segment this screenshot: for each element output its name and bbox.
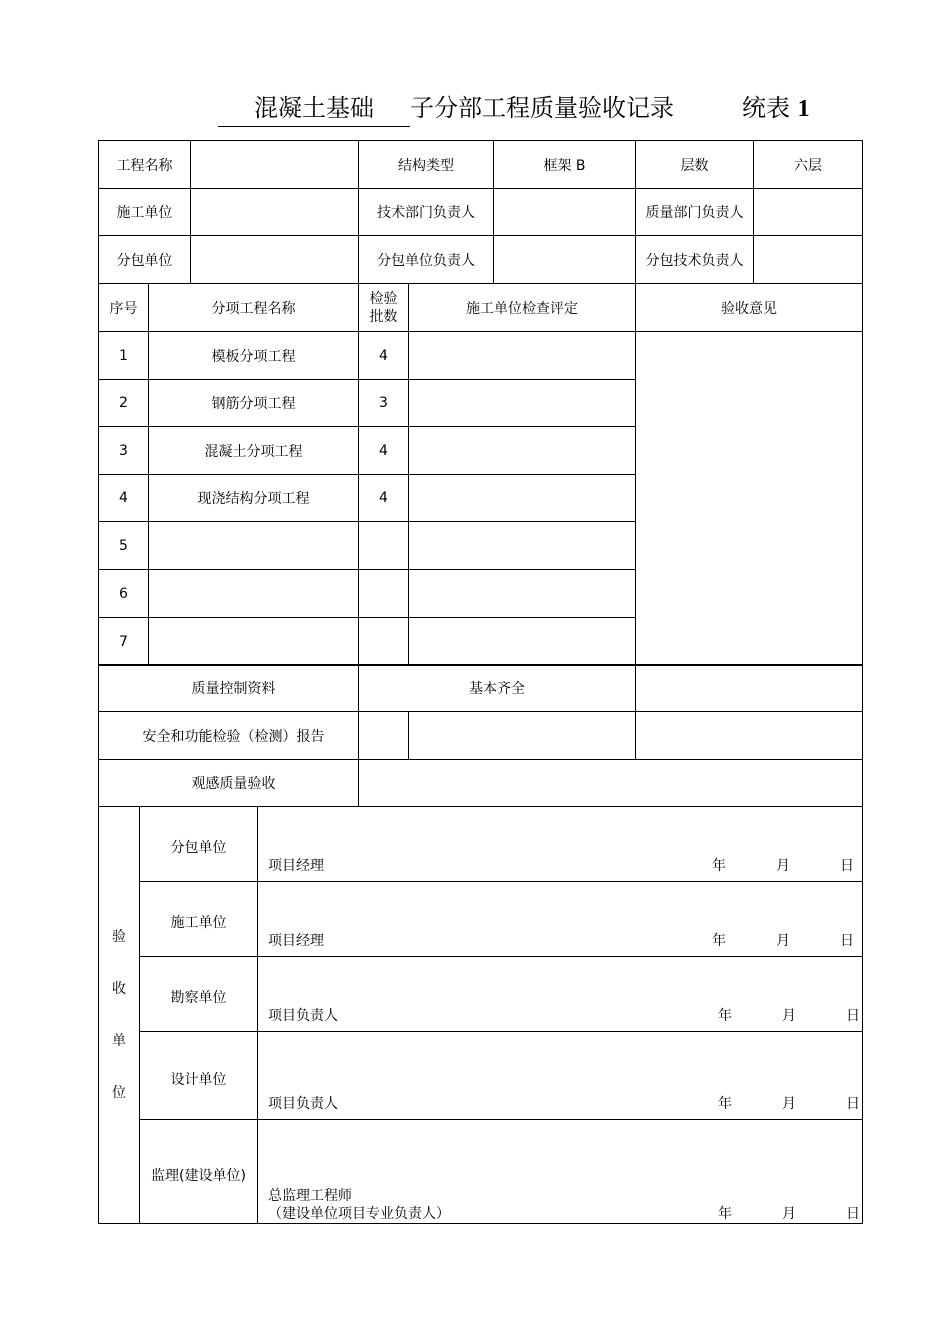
- project-name-label: 工程名称: [99, 141, 191, 189]
- item-no: 5: [99, 522, 149, 570]
- supervision-unit-label: 监理(建设单位): [140, 1120, 258, 1224]
- subcontractor-head-label: 分包单位负责人: [359, 236, 494, 284]
- item-evaluation-field[interactable]: [409, 522, 636, 570]
- subcontractor-signature-field[interactable]: [258, 807, 863, 882]
- date-day: 日: [846, 1096, 860, 1112]
- item-evaluation-field[interactable]: [409, 618, 636, 666]
- appearance-quality-label: 观感质量验收: [99, 760, 359, 807]
- item-batches-field[interactable]: [359, 570, 409, 618]
- acceptance-units-char: 单: [112, 1033, 126, 1049]
- form-code: [742, 90, 810, 127]
- tech-head-label: 技术部门负责人: [359, 189, 494, 236]
- item-name-field[interactable]: [149, 522, 359, 570]
- table-row: [99, 332, 863, 380]
- acceptance-table: [98, 806, 863, 1224]
- header-table: [98, 140, 863, 284]
- col-batch-header-line1: 检验: [369, 290, 398, 307]
- quality-control-docs-label: 质量控制资料: [99, 665, 359, 712]
- date-day: 日: [840, 933, 854, 949]
- col-name-header: 分项工程名称: [149, 284, 359, 332]
- date-month: 月: [782, 1096, 796, 1112]
- supervision-signature-field[interactable]: [258, 1120, 863, 1224]
- item-batches-field[interactable]: [359, 618, 409, 666]
- signature-role: 项目负责人: [268, 1008, 338, 1024]
- subcontractor-head-field[interactable]: [494, 236, 636, 284]
- signature-date: [718, 1093, 863, 1113]
- col-opinion-header: 验收意见: [636, 284, 863, 332]
- date-month: 月: [782, 1008, 796, 1024]
- item-no: 1: [99, 332, 149, 380]
- item-evaluation-field[interactable]: [409, 570, 636, 618]
- safety-function-report-evaluation[interactable]: [409, 712, 636, 760]
- item-no: 2: [99, 380, 149, 427]
- design-signature-field[interactable]: [258, 1032, 863, 1120]
- signature-date: [718, 1005, 863, 1025]
- signature-date: [712, 930, 862, 950]
- item-no: 6: [99, 570, 149, 618]
- structure-type-field[interactable]: 框架 B: [494, 141, 636, 189]
- signature-date: [712, 855, 862, 875]
- date-year: 年: [712, 933, 726, 949]
- contractor-unit-label: 施工单位: [140, 882, 258, 957]
- date-year: 年: [712, 858, 726, 874]
- safety-function-report-count[interactable]: [359, 712, 409, 760]
- date-year: 年: [718, 1206, 732, 1222]
- item-evaluation-field[interactable]: [409, 332, 636, 380]
- item-evaluation-field[interactable]: [409, 380, 636, 427]
- record-title: 子分部工程质量验收记录: [410, 94, 674, 122]
- structure-type-label: 结构类型: [359, 141, 494, 189]
- contractor-field[interactable]: [191, 189, 359, 236]
- item-batches: 4: [359, 427, 409, 475]
- floors-label: 层数: [636, 141, 754, 189]
- col-evaluation-header: 施工单位检查评定: [409, 284, 636, 332]
- date-day: 日: [846, 1008, 860, 1024]
- tech-head-field[interactable]: [494, 189, 636, 236]
- subcontractor-tech-label: 分包技术负责人: [636, 236, 754, 284]
- acceptance-opinion-field[interactable]: [636, 332, 863, 666]
- acceptance-units-char: 验: [112, 929, 126, 945]
- col-batch-header: [359, 284, 409, 332]
- item-batches: 4: [359, 332, 409, 380]
- contractor-label: 施工单位: [99, 189, 191, 236]
- quality-control-docs-opinion[interactable]: [636, 665, 863, 712]
- quality-control-docs-value[interactable]: 基本齐全: [359, 665, 636, 712]
- date-year: 年: [718, 1096, 732, 1112]
- item-name: 模板分项工程: [149, 332, 359, 380]
- contractor-signature-field[interactable]: [258, 882, 863, 957]
- item-batches-field[interactable]: [359, 522, 409, 570]
- item-name-field[interactable]: [149, 570, 359, 618]
- signature-date: [718, 1203, 863, 1223]
- item-name: 钢筋分项工程: [149, 380, 359, 427]
- signature-role: 项目负责人: [268, 1096, 338, 1112]
- date-day: 日: [840, 858, 854, 874]
- signature-role: 项目经理: [268, 933, 324, 949]
- item-name-field[interactable]: [149, 618, 359, 666]
- signature-role-title: 总监理工程师: [268, 1188, 352, 1204]
- item-no: 3: [99, 427, 149, 475]
- quality-head-label: 质量部门负责人: [636, 189, 754, 236]
- safety-function-report-label: 安全和功能检验（检测）报告: [99, 712, 359, 760]
- acceptance-units-label: [99, 807, 140, 1224]
- item-evaluation-field[interactable]: [409, 427, 636, 475]
- signature-role: 项目经理: [268, 858, 324, 874]
- item-no: 7: [99, 618, 149, 666]
- item-batches: 3: [359, 380, 409, 427]
- acceptance-units-char: 收: [112, 981, 126, 997]
- item-no: 4: [99, 475, 149, 522]
- quality-table: [98, 664, 863, 807]
- appearance-quality-field[interactable]: [359, 760, 863, 807]
- document-title: [0, 90, 950, 130]
- date-month: 月: [782, 1206, 796, 1222]
- acceptance-units-char: 位: [112, 1085, 126, 1101]
- item-batches: 4: [359, 475, 409, 522]
- date-month: 月: [776, 933, 790, 949]
- design-unit-label: 设计单位: [140, 1032, 258, 1120]
- subproject-name: 混凝土基础: [218, 90, 410, 127]
- item-name: 混凝土分项工程: [149, 427, 359, 475]
- col-no-header: 序号: [99, 284, 149, 332]
- form-code-number: 1: [797, 96, 810, 122]
- col-batch-header-line2: 批数: [369, 308, 398, 325]
- quality-head-field[interactable]: [754, 189, 863, 236]
- form-code-prefix: 统表: [742, 94, 790, 122]
- date-month: 月: [776, 858, 790, 874]
- survey-signature-field[interactable]: [258, 957, 863, 1032]
- subcontractor-label: 分包单位: [99, 236, 191, 284]
- subcontractor-field[interactable]: [191, 236, 359, 284]
- date-day: 日: [846, 1206, 860, 1222]
- floors-field[interactable]: 六层: [754, 141, 863, 189]
- item-evaluation-field[interactable]: [409, 475, 636, 522]
- items-table: [98, 283, 863, 666]
- subcontractor-unit-label: 分包单位: [140, 807, 258, 882]
- date-year: 年: [718, 1008, 732, 1024]
- signature-role: [268, 1187, 450, 1223]
- signature-role-note: （建设单位项目专业负责人）: [268, 1206, 450, 1222]
- safety-function-report-opinion[interactable]: [636, 712, 863, 760]
- survey-unit-label: 勘察单位: [140, 957, 258, 1032]
- item-name: 现浇结构分项工程: [149, 475, 359, 522]
- subcontractor-tech-field[interactable]: [754, 236, 863, 284]
- project-name-field[interactable]: [191, 141, 359, 189]
